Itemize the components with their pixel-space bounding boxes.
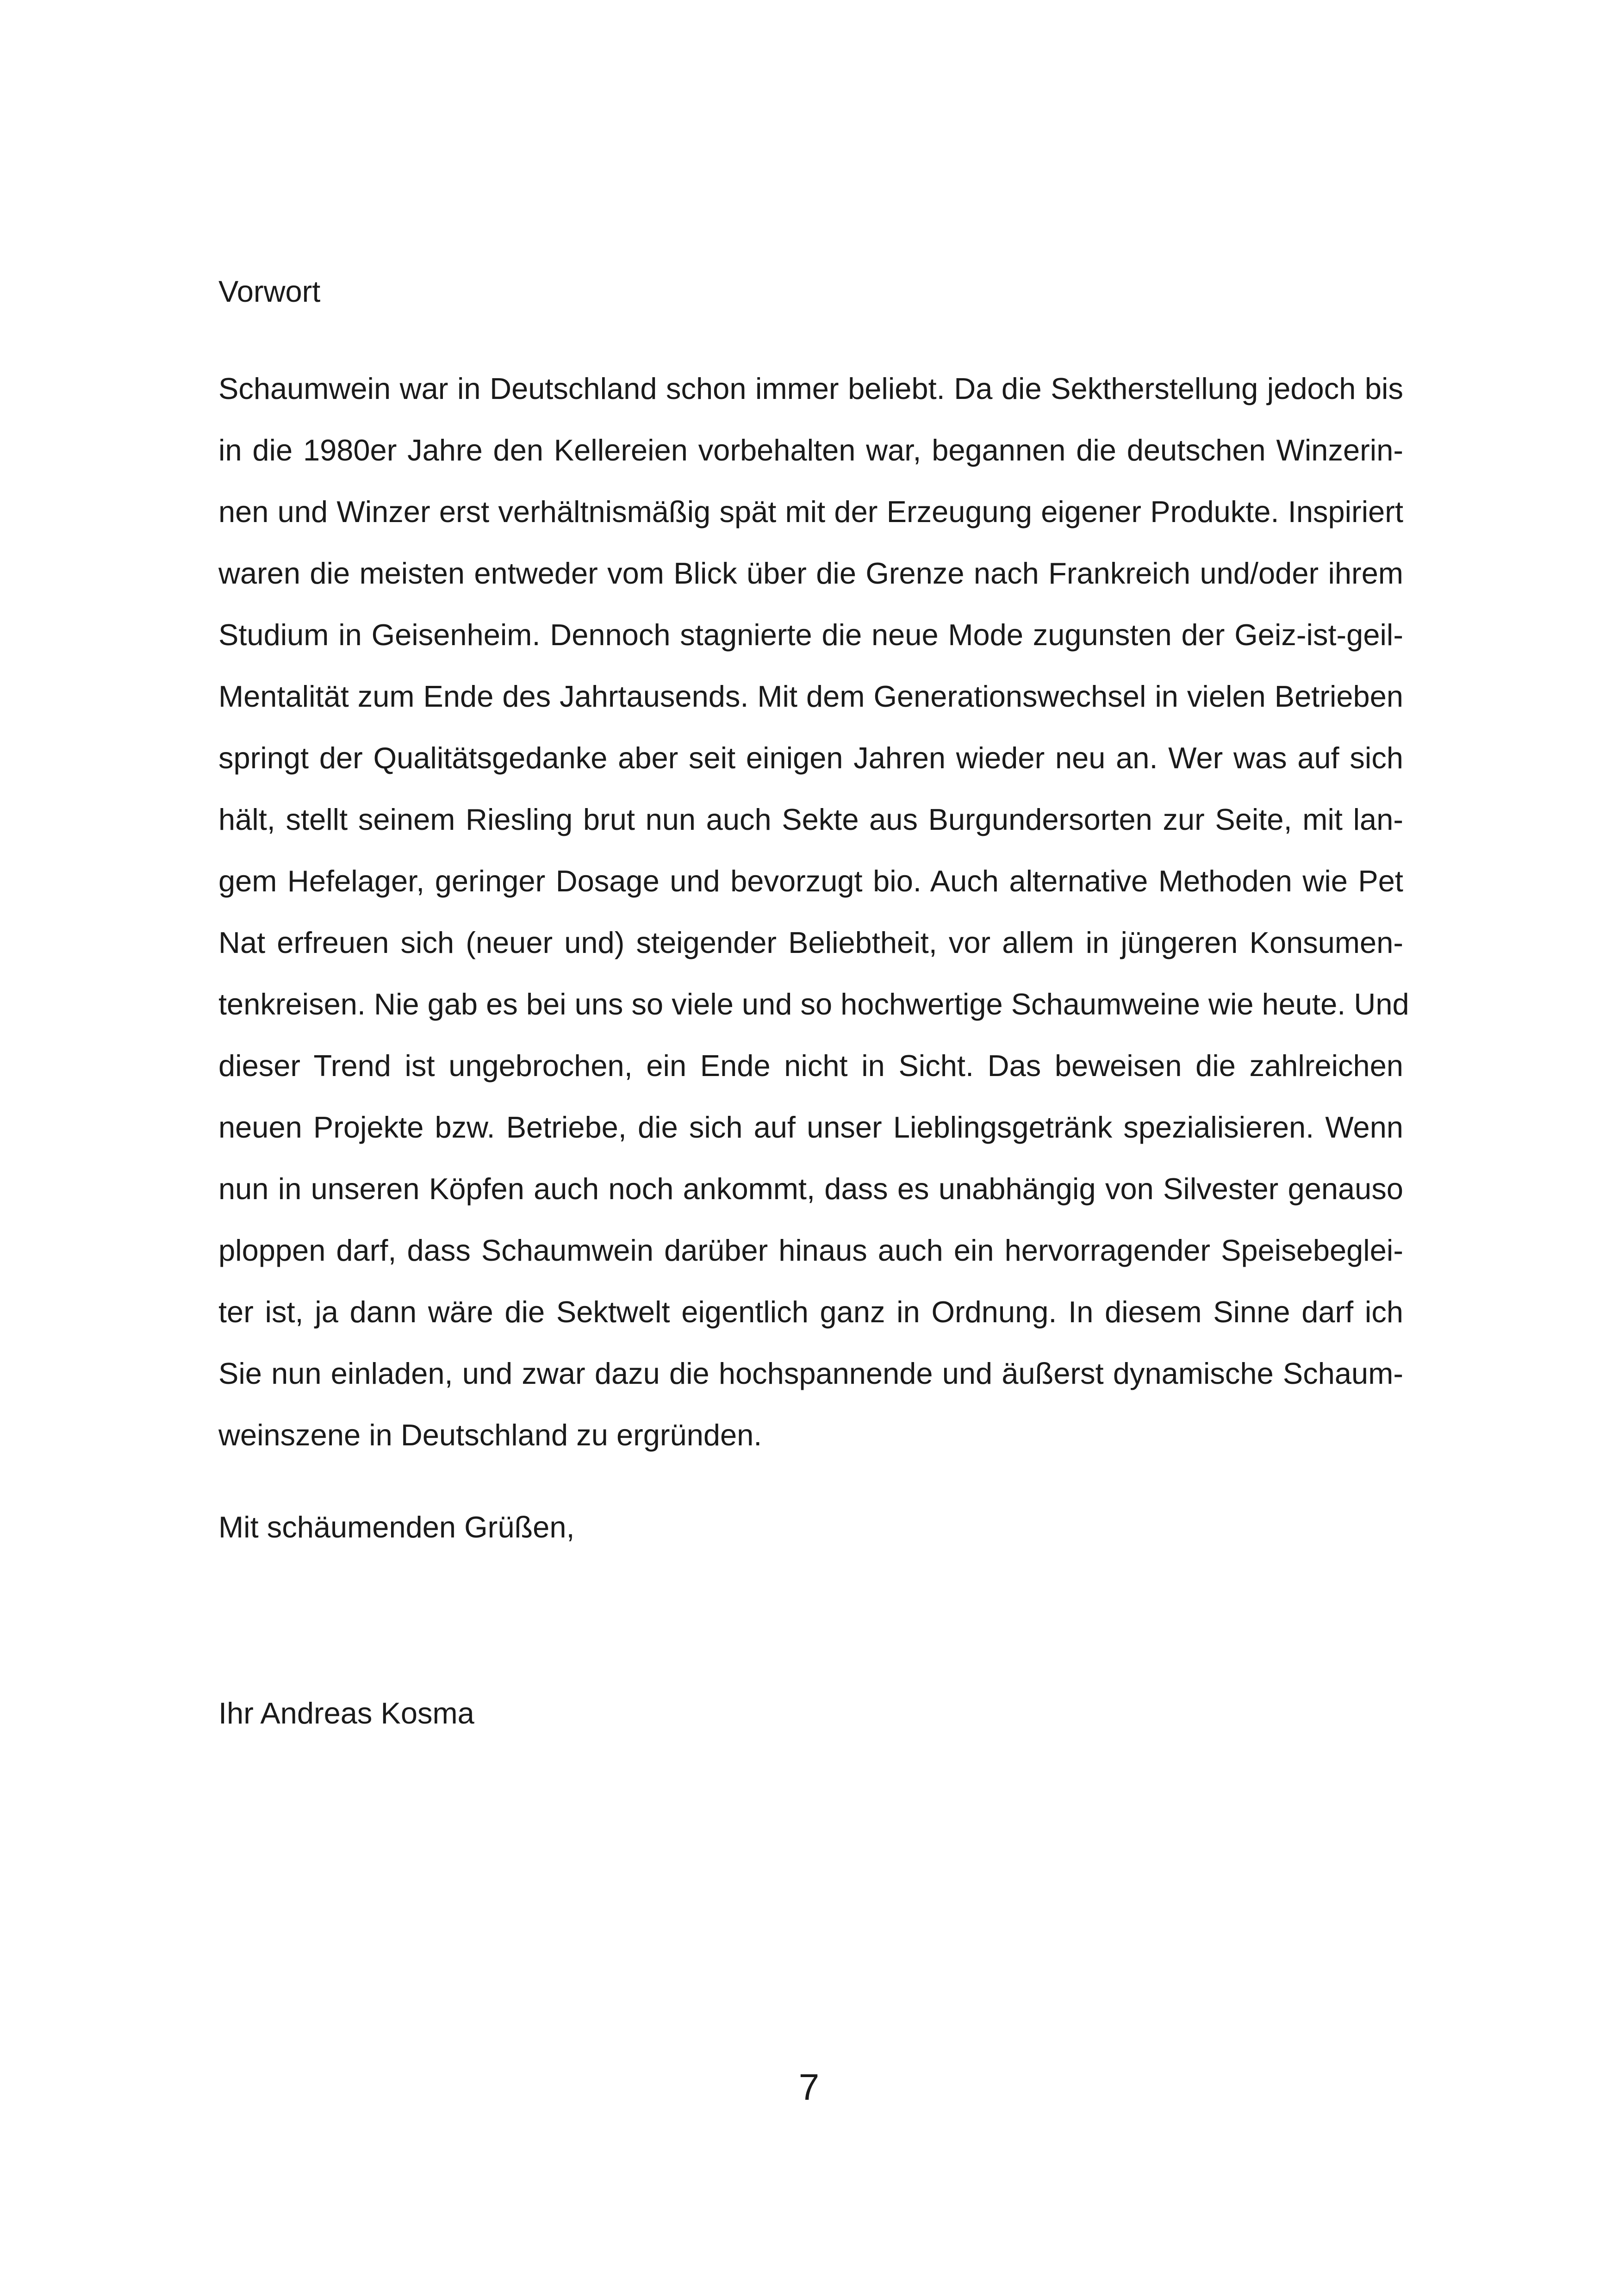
text-line: gem Hefelager, geringer Dosage und bevorzugt bio. Auch alternative Methoden wie Pet [218,864,1403,898]
page-title: Vorwort [218,274,321,308]
page-number: 7 [798,2066,820,2108]
text-line: nen und Winzer erst verhältnismäßig spät mit der Erzeugung eigener Produkte. Inspiriert [218,495,1403,529]
text-line: hält, stellt seinem Riesling brut nun auch Sekte aus Burgundersorten zur Seite, mit lan- [218,803,1403,836]
text-line: ploppen darf, dass Schaumwein darüber hinaus auch ein hervorragender Speisebeglei- [218,1233,1403,1267]
text-line: Mentalität zum Ende des Jahrtausends. Mit dem Generationswechsel in vielen Betrieben [218,679,1403,713]
text-line: Studium in Geisenheim. Dennoch stagnierte die neue Mode zugunsten der Geiz-ist-geil- [218,618,1403,652]
text-line: dieser Trend ist ungebrochen, ein Ende nicht in Sicht. Das beweisen die zahlreichen [218,1049,1403,1083]
text-line: Nat erfreuen sich (neuer und) steigender Beliebtheit, vor allem in jüngeren Konsumen- [218,926,1403,959]
text-line: in die 1980er Jahre den Kellereien vorbehalten war, begannen die deutschen Winzerin- [218,433,1403,467]
text-line: nun in unseren Köpfen auch noch ankommt, dass es unabhängig von Silvester genauso [218,1172,1403,1206]
text-line: Sie nun einladen, und zwar dazu die hochspannende und äußerst dynamische Schaum- [218,1356,1403,1390]
text-line: weinszene in Deutschland zu ergründen. [218,1418,762,1452]
body-text [218,366,1409,1474]
text-line: springt der Qualitätsgedanke aber seit einigen Jahren wieder neu an. Wer was auf sich [218,741,1403,775]
text-line: waren die meisten entweder vom Blick über die Grenze nach Frankreich und/oder ihrem [218,556,1403,590]
text-line: neuen Projekte bzw. Betriebe, die sich auf unser Lieblingsgetränk spezialisieren. Wenn [218,1110,1403,1144]
text-line: Schaumwein war in Deutschland schon immer beliebt. Da die Sektherstellung jedoch bis [218,372,1403,405]
closing-greeting: Mit schäumenden Grüßen, [218,1510,575,1544]
text-line: ter ist, ja dann wäre die Sektwelt eigentlich ganz in Ordnung. In diesem Sinne darf ich [218,1295,1403,1329]
text-line: tenkreisen. Nie gab es bei uns so viele und so hochwertige Schaumweine wie heute. Und [218,987,1409,1021]
signature: Ihr Andreas Kosma [218,1696,474,1730]
